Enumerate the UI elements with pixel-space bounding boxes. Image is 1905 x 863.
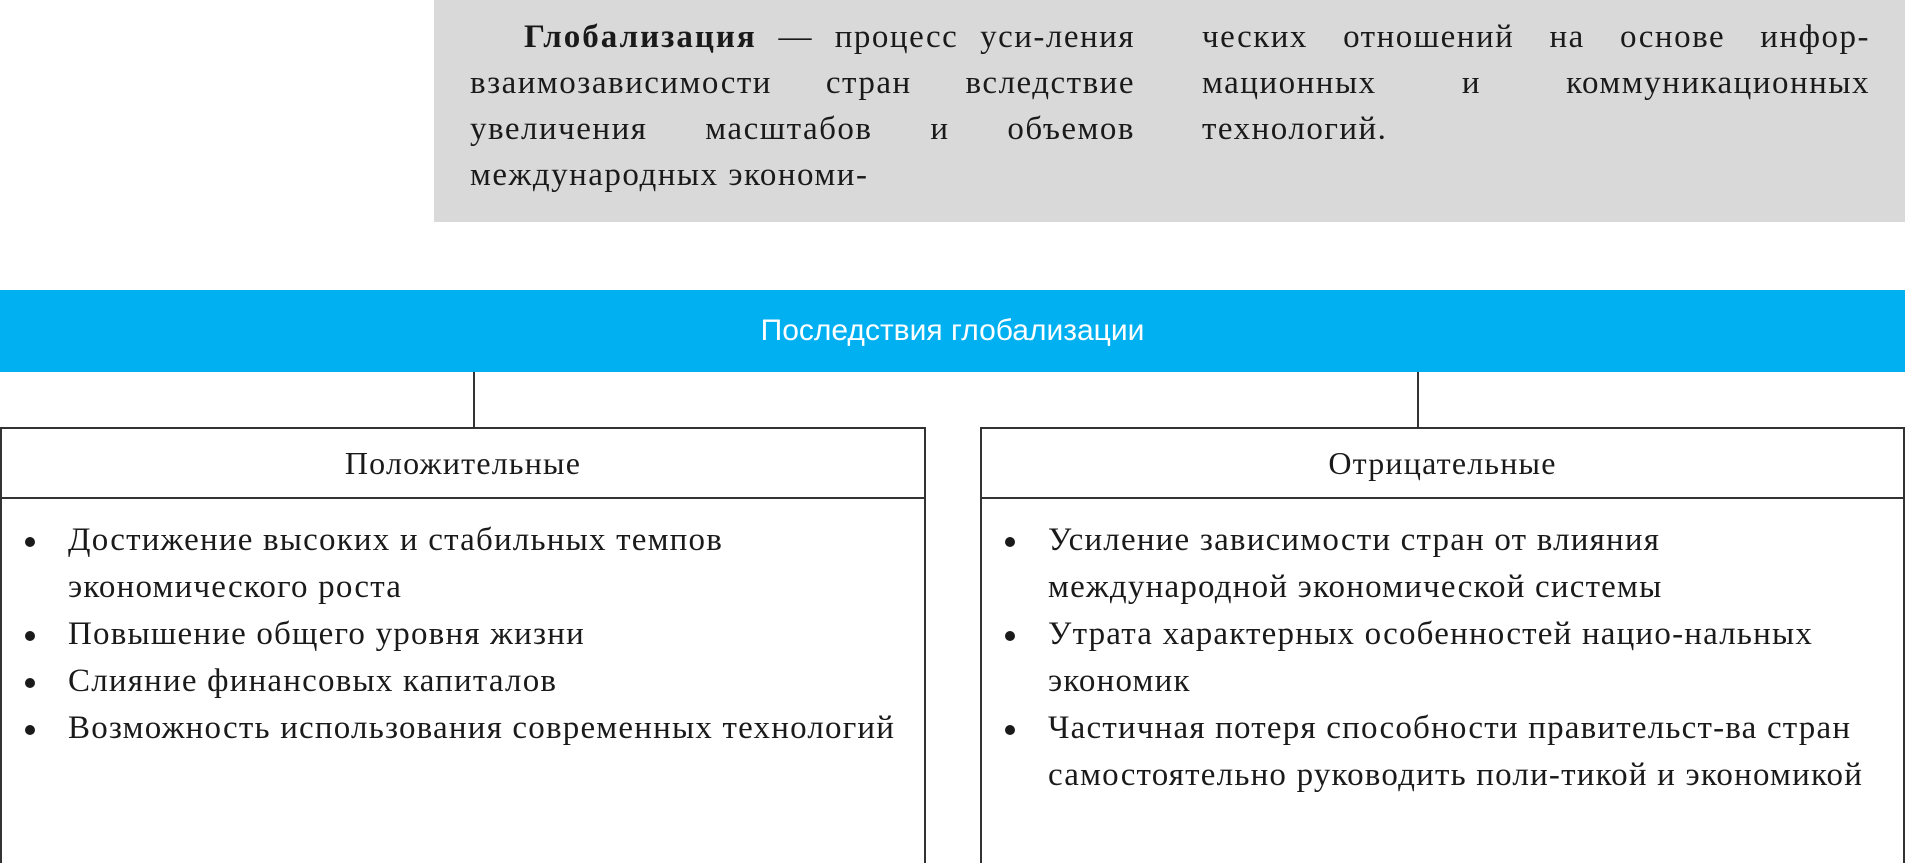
negative-panel — [980, 427, 1905, 863]
list-item — [2, 705, 924, 752]
list-item-text: Возможность использования современных технологий — [68, 710, 896, 746]
definition-text-right: ческих отношений на основе инфор-мационных и коммуникационных технологий. — [1202, 19, 1870, 147]
bullet-icon — [1005, 537, 1015, 547]
definition-term: Глобализация — [524, 19, 757, 55]
definition-left-text: — процесс уси-ления взаимозависимости стран вследствие увеличения масштабов и объемов международных экономи- — [470, 19, 1135, 193]
bullet-icon — [25, 678, 35, 688]
positive-panel — [0, 427, 926, 863]
list-item — [2, 517, 924, 611]
list-item — [982, 611, 1903, 705]
list-item-text: Усиление зависимости стран от влияния международной экономической системы — [1048, 522, 1663, 605]
positive-heading: Положительные — [2, 429, 924, 499]
bullet-icon — [25, 537, 35, 547]
list-item-text: Слияние финансовых капиталов — [68, 663, 558, 699]
list-item-text: Частичная потеря способности правительст-ва стран самостоятельно руководить поли-тикой и экономикой — [1048, 710, 1864, 793]
consequences-banner: Последствия глобализации — [0, 290, 1905, 372]
list-item-text: Утрата характерных особенностей нацио-нальных экономик — [1048, 616, 1814, 699]
negative-heading: Отрицательные — [982, 429, 1903, 499]
definition-text-left — [470, 14, 1135, 198]
negative-list — [982, 499, 1903, 799]
bullet-icon — [25, 631, 35, 641]
list-item — [982, 517, 1903, 611]
bullet-icon — [1005, 631, 1015, 641]
list-item-text: Повышение общего уровня жизни — [68, 616, 585, 652]
connector-line-negative — [1417, 372, 1419, 428]
list-item — [2, 658, 924, 705]
connector-line-positive — [473, 372, 475, 428]
list-item — [982, 705, 1903, 799]
list-item-text: Достижение высоких и стабильных темпов экономического роста — [68, 522, 724, 605]
bullet-icon — [25, 725, 35, 735]
positive-list — [2, 499, 924, 752]
list-item — [2, 611, 924, 658]
bullet-icon — [1005, 725, 1015, 735]
